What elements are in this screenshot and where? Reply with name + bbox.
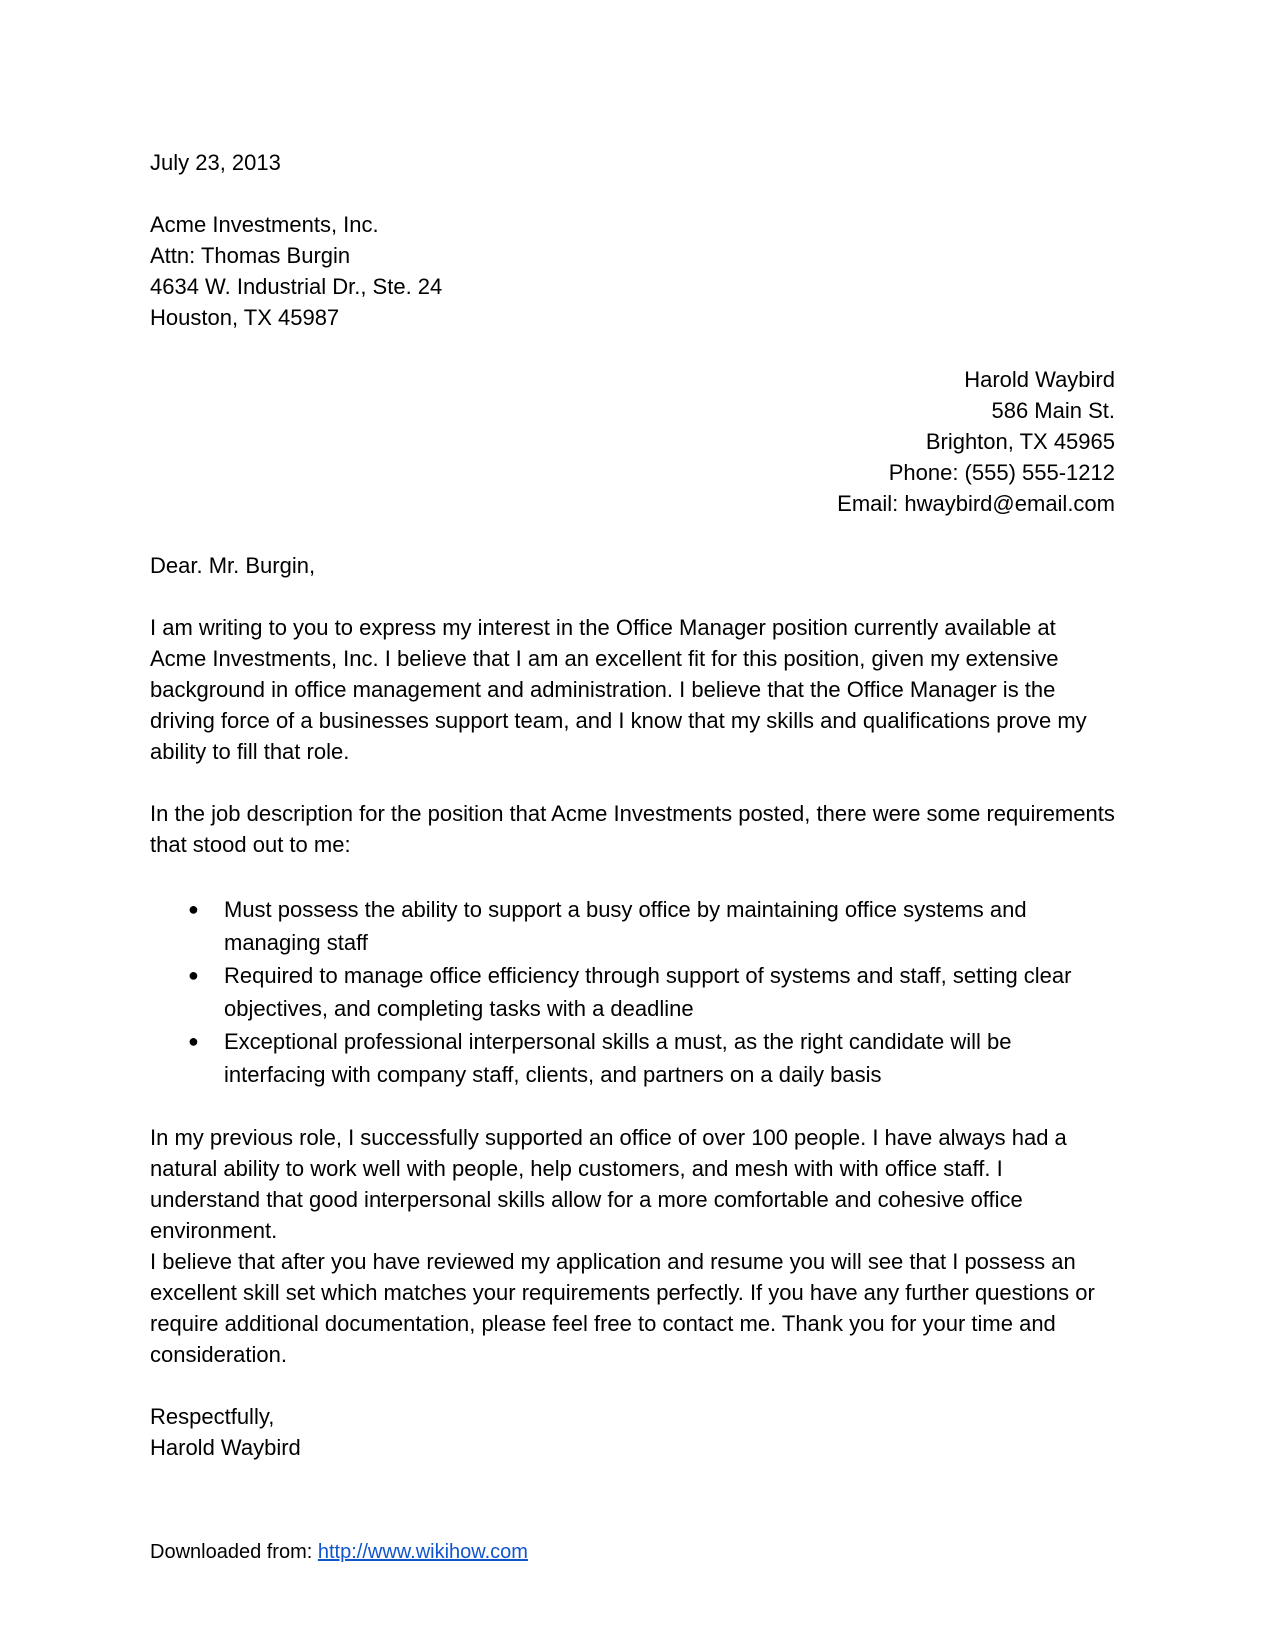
sender-email: Email: hwaybird@email.com: [837, 491, 1115, 516]
bullet-icon: ●: [188, 1031, 199, 1051]
recipient-city: Houston, TX 45987: [150, 305, 340, 330]
recipient-street: 4634 W. Industrial Dr., Ste. 24: [150, 274, 443, 299]
letter-date: July 23, 2013: [150, 150, 281, 175]
list-item: [150, 959, 1115, 1025]
signature: Harold Waybird: [150, 1435, 301, 1460]
spacer: [150, 860, 1115, 893]
requirement-text: Required to manage office efficiency through support of systems and staff, setting clear objectives, and completing tasks with a deadline: [224, 963, 1072, 1021]
requirement-text: Must possess the ability to support a busy office by maintaining office systems and managing staff: [224, 897, 1027, 955]
letter-page: [150, 147, 1115, 1463]
footer-link[interactable]: http://www.wikihow.com: [317, 1541, 528, 1563]
recipient-address: [150, 209, 1115, 333]
spacer: [150, 581, 1115, 612]
sender-address: [150, 364, 1115, 519]
footer-label: Downloaded from:: [150, 1541, 318, 1563]
paragraph-requirements-intro: In the job description for the position that Acme Investments posted, there were some requirements that stood out to me:: [150, 801, 1115, 857]
spacer: [150, 333, 1115, 364]
sender-street: 586 Main St.: [991, 398, 1115, 423]
paragraph-intro: I am writing to you to express my interest in the Office Manager position currently available at Acme Investments, Inc. I believe that I am an excellent fit for this position, given my extensive background in office management and administration. I believe that the Office Manager is the driving force of a businesses support team, and I know that my skills and qualifications prove my ability to fill that role.: [150, 615, 1087, 764]
paragraph-closing: I believe that after you have reviewed my application and resume you will see that I possess an excellent skill set which matches your requirements perfectly. If you have any further questions or require additional documentation, please feel free to contact me. Thank you for your time and consideration.: [150, 1249, 1095, 1367]
closing: Respectfully,: [150, 1404, 275, 1429]
footer: [150, 1538, 528, 1566]
requirements-list: [150, 893, 1115, 1091]
salutation: Dear. Mr. Burgin,: [150, 553, 316, 578]
spacer: [150, 519, 1115, 550]
spacer: [150, 1370, 1115, 1401]
spacer: [150, 767, 1115, 798]
sender-phone: Phone: (555) 555-1212: [888, 460, 1115, 485]
recipient-company: Acme Investments, Inc.: [150, 212, 379, 237]
bullet-icon: ●: [188, 899, 199, 919]
sender-name: Harold Waybird: [964, 367, 1115, 392]
bullet-icon: ●: [188, 965, 199, 985]
spacer: [150, 1091, 1115, 1122]
requirement-text: Exceptional professional interpersonal skills a must, as the right candidate will be interfacing with company staff, clients, and partners on a daily basis: [224, 1029, 1012, 1087]
spacer: [150, 178, 1115, 209]
list-item: [150, 893, 1115, 959]
paragraph-experience: In my previous role, I successfully supported an office of over 100 people. I have always had a natural ability to work well with people, help customers, and mesh with with office staff. I understand that good interpersonal skills allow for a more comfortable and cohesive office environment.: [150, 1125, 1067, 1243]
recipient-attn: Attn: Thomas Burgin: [150, 243, 351, 268]
list-item: [150, 1025, 1115, 1091]
sender-city: Brighton, TX 45965: [925, 429, 1115, 454]
